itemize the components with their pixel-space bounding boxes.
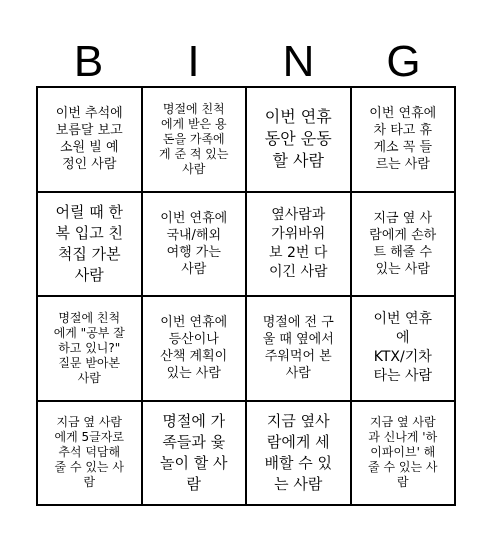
bingo-cell-15[interactable]: [246, 401, 351, 506]
bingo-cell-7[interactable]: [246, 192, 351, 297]
bingo-cell-5[interactable]: [37, 192, 142, 297]
cell-text: 옆사람과 가위바위 보 2번 다 이긴 사람: [268, 206, 328, 280]
bingo-cell-4[interactable]: [351, 87, 456, 192]
cell-text: 지금 옆 사 람에게 손하 트 해줄 수 있는 사람: [369, 210, 437, 277]
bingo-cell-10[interactable]: [142, 296, 247, 401]
cell-text: 어릴 때 한 복 입고 친 척집 가본 사람: [55, 202, 123, 284]
cell-text: 지금 옆 사람 에게 5글자로 추석 덕담해 줄 수 있는 사 람: [54, 415, 124, 490]
header-letter-n: N: [282, 37, 315, 86]
cell-text: 이번 연휴 에 KTX/기차 타는 사람: [373, 311, 433, 385]
bingo-grid: [36, 86, 456, 506]
bingo-cell-13[interactable]: [37, 401, 142, 506]
cell-text: 이번 추석에 보름달 보고 소원 빌 예 정인 사람: [55, 106, 123, 173]
bingo-cell-14[interactable]: [142, 401, 247, 506]
cell-text: 이번 연휴 동안 운동 할 사람: [264, 107, 332, 171]
header-letter-g: G: [386, 37, 421, 86]
cell-text: 명절에 친척 에게 "공부 잘 하고 있니?" 질문 받아본 사람: [53, 310, 125, 385]
bingo-cell-2[interactable]: [142, 87, 247, 192]
header-letter-i: I: [187, 37, 200, 86]
cell-text: 이번 연휴에 차 타고 휴 게소 꼭 들 르는 사람: [369, 106, 437, 173]
bingo-header: [36, 38, 456, 86]
bingo-cell-3[interactable]: [246, 87, 351, 192]
cell-text: 명절에 전 구 울 때 옆에서 주워먹어 본 사람: [262, 315, 334, 382]
bingo-cell-6[interactable]: [142, 192, 247, 297]
bingo-cell-9[interactable]: [37, 296, 142, 401]
cell-text: 지금 옆사 람에게 세 배할 수 있 는 사람: [264, 411, 332, 493]
cell-text: 명절에 가 족들과 윷 놀이 할 사 람: [160, 411, 228, 493]
header-letter-b: B: [73, 37, 104, 86]
bingo-cell-16[interactable]: [351, 401, 456, 506]
bingo-cell-8[interactable]: [351, 192, 456, 297]
bingo-cell-11[interactable]: [246, 296, 351, 401]
bingo-cell-12[interactable]: [351, 296, 456, 401]
cell-text: 지금 옆 사람 과 신나게 '하 이파이브' 해 줄 수 있는 사 람: [368, 415, 438, 490]
cell-text: 명절에 친척 에게 받은 용 돈을 가족에 게 준 적 있는 사람: [159, 101, 229, 176]
bingo-cell-1[interactable]: [37, 87, 142, 192]
cell-text: 이번 연휴에 국내/해외 여행 가는 사람: [160, 210, 228, 277]
cell-text: 이번 연휴에 등산이나 산책 계획이 있는 사람: [160, 315, 228, 382]
